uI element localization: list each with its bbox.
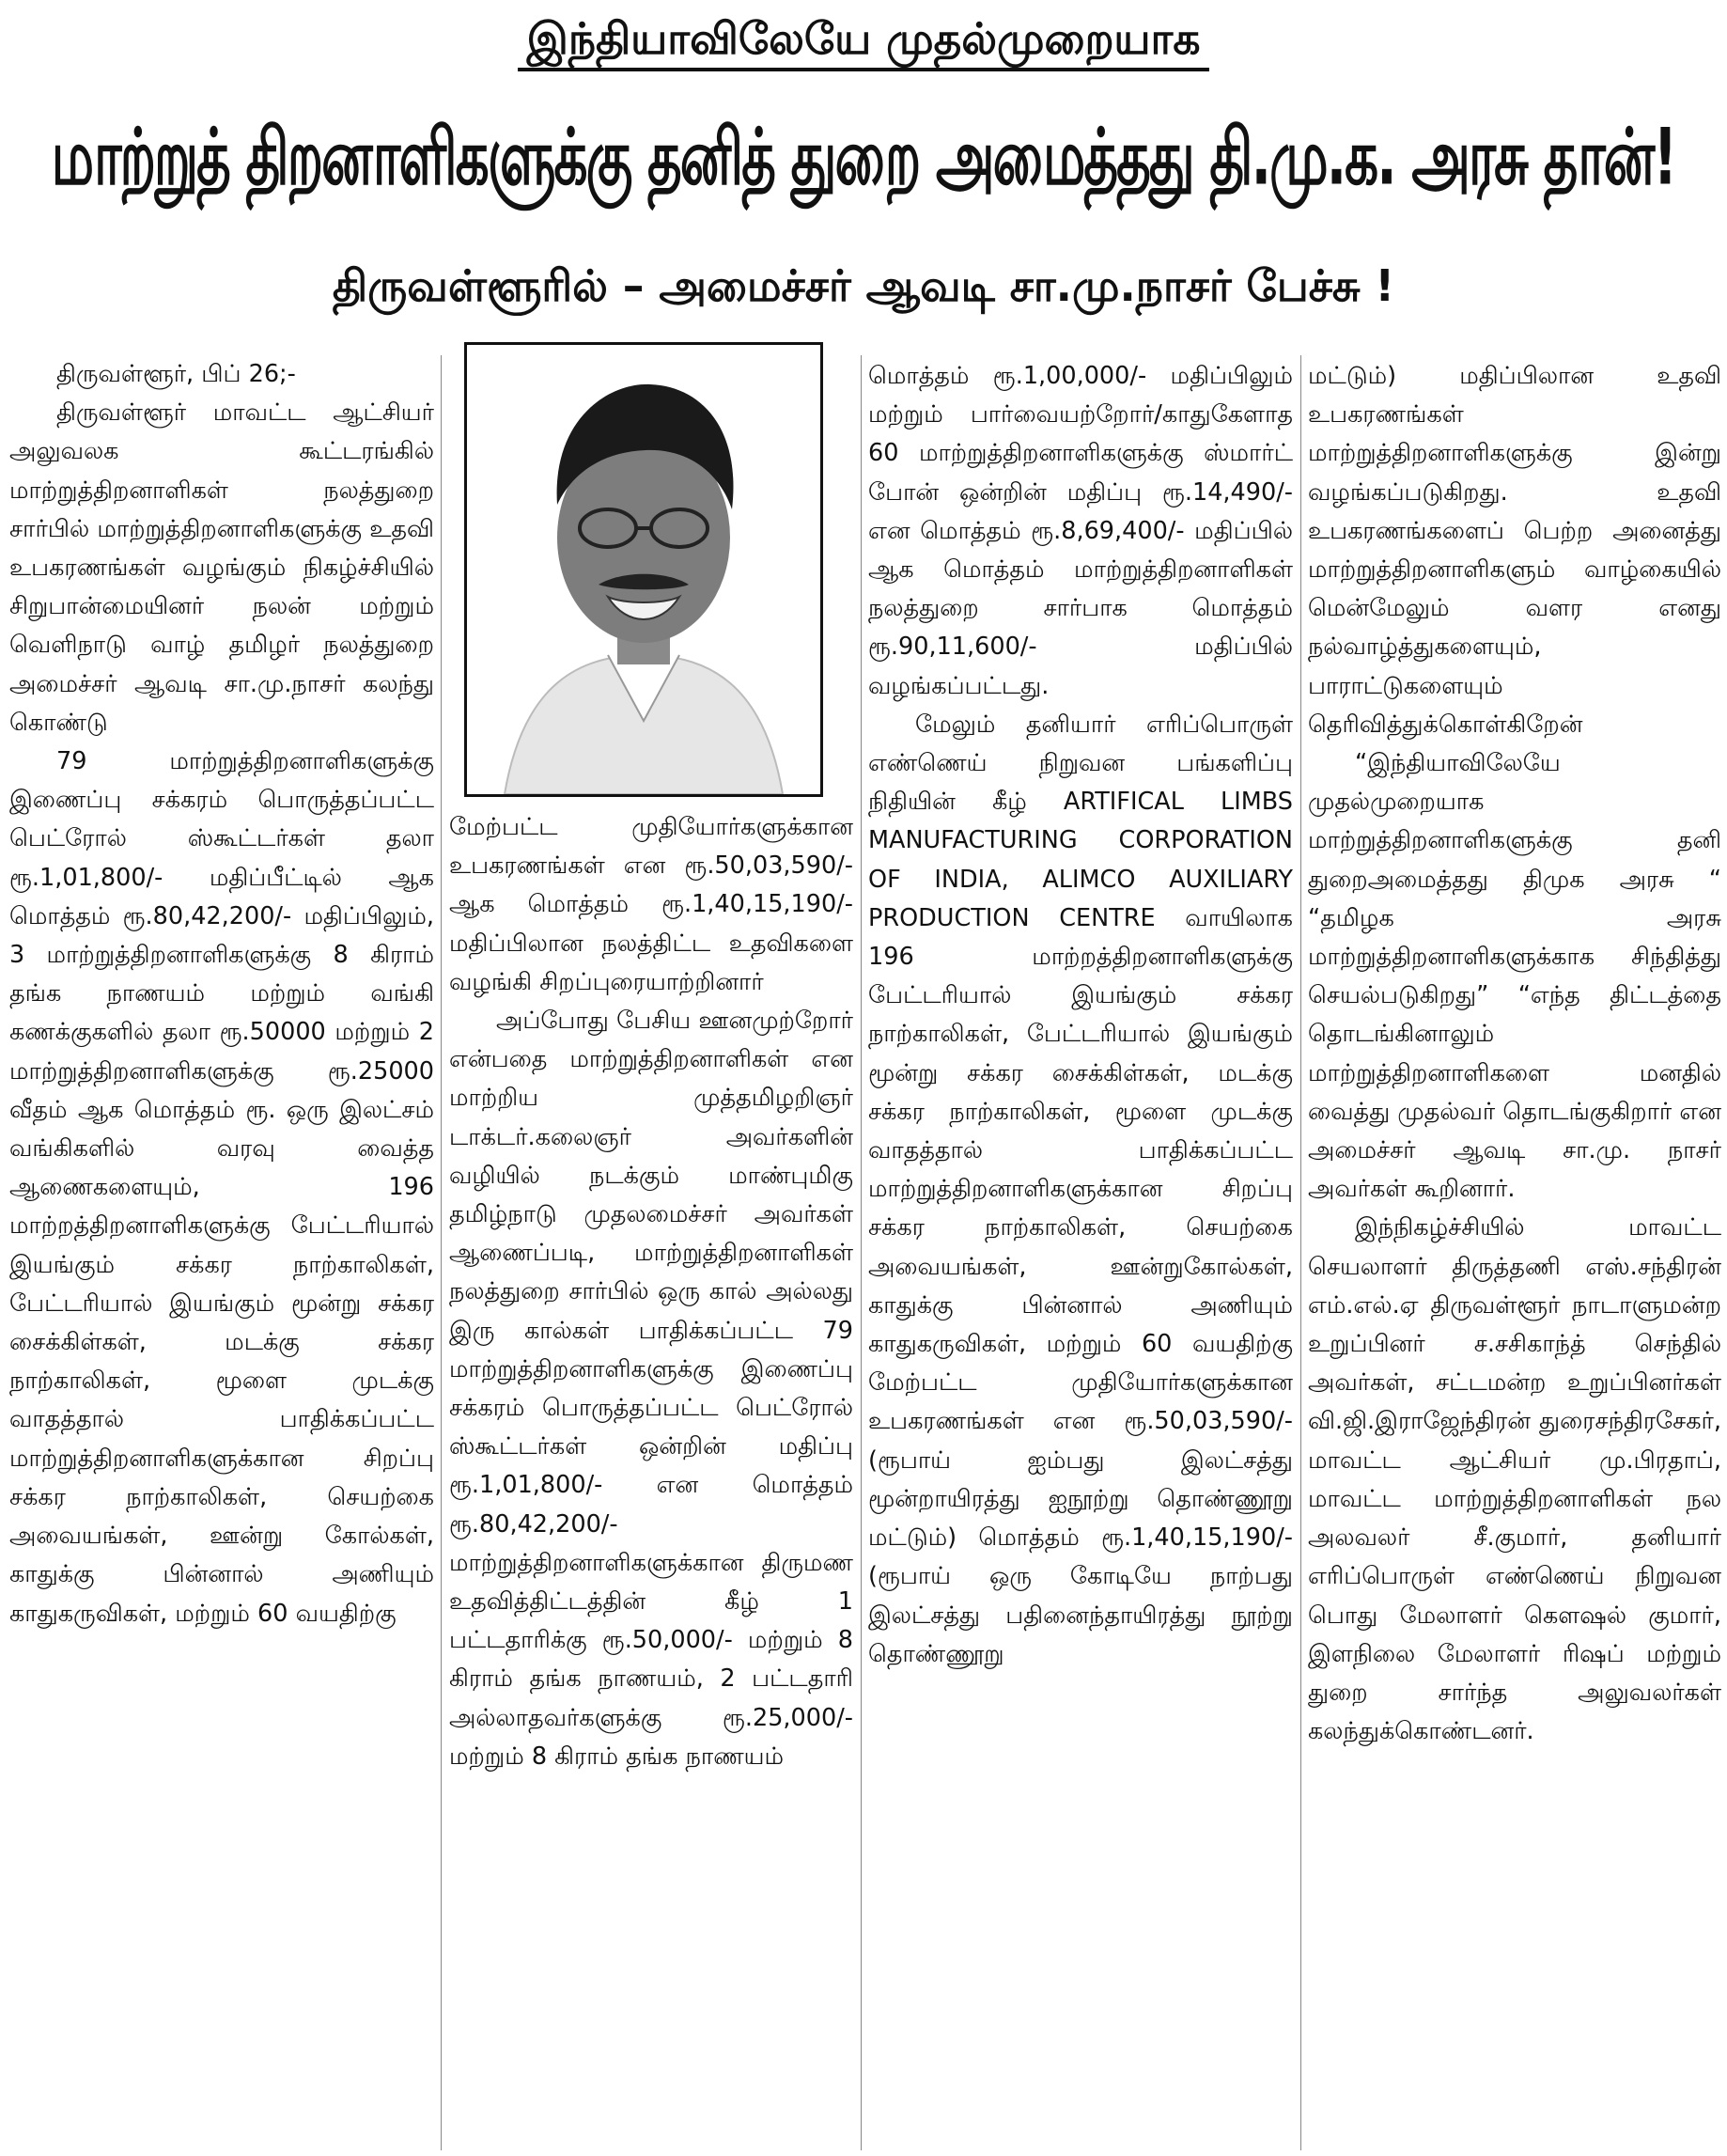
paragraph: 79 மாற்றுத்திறனாளிகளுக்கு இணைப்பு சக்கரம் பொருத்தப்பட்ட பெட்ரோல் ஸ்கூட்டர்கள் தலா ரூ.1,01,800/- மதிப்பீட்டில் ஆக மொத்தம் ரூ.80,42,200/- மதிப்பிலும், 3 மாற்றுத்திறனாளிகளுக்கு 8 கிராம் தங்க நாணயம் மற்றும் வங்கி கணக்குகளில் தலா ரூ.50000 மற்றும் 2 மாற்றுத்திறனாளிகளுக்கு ரூ.25000 வீதம் ஆக மொத்தம் ரூ. ஒரு இலட்சம் வங்கிகளில் வரவு வைத்த ஆணைகளையும், 196 மாற்றத்திறனாளிகளுக்கு பேட்டரியால் இயங்கும் சக்கர நாற்காலிகள், பேட்டரியால் இயங்கும் மூன்று சக்கர சைக்கிள்கள், மடக்கு சக்கர நாற்காலிகள், மூளை முடக்கு வாதத்தால் பாதிக்கப்பட்ட மாற்றுத்திறனாளிகளுக்கான சிறப்பு சக்கர நாற்காலிகள், செயற்கை அவையங்கள், ஊன்று கோல்கள், காதுக்கு பின்னால் அணியும் காதுகருவிகள், மற்றும் 60 வயதிற்கு <box>9 747 434 1628</box>
kicker-heading <box>9 13 1718 70</box>
paragraph: மேலும் தனியார் எரிப்பொருள் எண்ணெய் நிறுவன பங்களிப்பு நிதியின் கீழ் ARTIFICAL LIMBS MANUFACTURING CORPORATION OF INDIA, ALIMCO AUXILIARY PRODUCTION CENTRE வாயிலாக 196 மாற்றத்திறனாளிகளுக்கு பேட்டரியால் இயங்கும் சக்கர நாற்காலிகள், பேட்டரியால் இயங்கும் மூன்று சக்கர சைக்கிள்கள், மடக்கு சக்கர நாற்காலிகள், மூளை முடக்கு வாதத்தால் பாதிக்கப்பட்ட மாற்றுத்திறனாளிகளுக்கான சிறப்பு சக்கர நாற்காலிகள், செயற்கை அவையங்கள், ஊன்றுகோல்கள், காதுக்கு பின்னால் அணியும் காதுகருவிகள், மற்றும் 60 வயதிற்கு மேற்பட்ட முதியோர்களுக்கான உபகரணங்கள் என ரூ.50,03,590/- (ரூபாய் ஐம்பது இலட்சத்து மூன்றாயிரத்து ஐநூற்று தொண்ணூறு மட்டும்) மொத்தம் ரூ.1,40,15,190/- (ரூபாய் ஒரு கோடியே நாற்பது இலட்சத்து பதினைந்தாயிரத்து நூற்று தொண்ணூறு <box>868 710 1293 1668</box>
article-column-4 <box>1308 357 1721 1751</box>
headline: மாற்றுத் திறனாளிகளுக்கு தனித் துறை அமைத்தது தி.மு.க. அரசு தான்! <box>51 113 1676 203</box>
kicker-text: இந்தியாவிலேயே முதல்முறையாக <box>518 13 1210 71</box>
article-column-1 <box>9 355 434 1633</box>
paragraph: அப்போது பேசிய ஊனமுற்றோர் என்பதை மாற்றுத்திறனாளிகள் என மாற்றிய முத்தமிழறிஞர் டாக்டர்.கலைஞர் அவர்களின் வழியில் நடக்கும் மாண்புமிகு தமிழ்நாடு முதலமைச்சர் அவர்கள் ஆணைப்படி, மாற்றுத்திறனாளிகள் நலத்துறை சார்பில் ஒரு கால் அல்லது இரு கால்கள் பாதிக்கப்பட்ட 79 மாற்றுத்திறனாளிகளுக்கு இணைப்பு சக்கரம் பொருத்தப்பட்ட பெட்ரோல் ஸ்கூட்டர்கள் ஒன்றின் மதிப்பு ரூ.1,01,800/- என மொத்தம் ரூ.80,42,200/- மாற்றுத்திறனாளிகளுக்கான திருமண உதவித்திட்டத்தின் கீழ் 1 பட்டதாரிக்கு ரூ.50,000/- மற்றும் 8 கிராம் தங்க நாணயம், 2 பட்டதாரி அல்லாதவர்களுக்கு ரூ.25,000/- மற்றும் 8 கிராம் தங்க நாணயம் <box>449 1007 853 1771</box>
subheadline: திருவள்ளூரில் – அமைச்சர் ஆவடி சா.மு.நாசர் பேச்சு ! <box>332 260 1395 311</box>
column-divider <box>861 355 862 2150</box>
column-divider <box>441 355 442 2150</box>
portrait-image <box>467 345 820 794</box>
paragraph: இந்நிகழ்ச்சியில் மாவட்ட செயலாளர் திருத்தணி எஸ்.சந்திரன் எம்.எல்.ஏ திருவள்ளூர் நாடாளுமன்ற உறுப்பினர் ச.சசிகாந்த் செந்தில் அவர்கள், சட்டமன்ற உறுப்பினர்கள் வி.ஜி.இராஜேந்திரன் துரைசந்திரசேகர், மாவட்ட ஆட்சியர் மு.பிரதாப், மாவட்ட மாற்றுத்திறனாளிகள் நல அலவலர் சீ.குமார், தனியார் எரிப்பொருள் எண்ணெய் நிறுவன பொது மேலாளர் கௌஷல் குமார், இளநிலை மேலாளர் ரிஷப் மற்றும் துறை சார்ந்த அலுவலர்கள் கலந்துக்கொண்டனர். <box>1308 1213 1721 1746</box>
article-column-3 <box>868 357 1293 1674</box>
paragraph: “இந்தியாவிலேயே முதல்முறையாக மாற்றுத்திறனாளிகளுக்கு தனி துறைஅமைத்தது திமுக அரசு “ “தமிழக அரசு மாற்றுத்திறனாளிகளுக்காக சிந்தித்து செயல்படுகிறது” “எந்த திட்டத்தை தொடங்கினாலும் மாற்றுத்திறனாளிகளை மனதில் வைத்து முதல்வர் தொடங்குகிறார் என அமைச்சர் ஆவடி சா.மு. நாசர் அவர்கள் கூறினார். <box>1308 749 1721 1204</box>
column-divider <box>1300 355 1301 2150</box>
minister-photo <box>464 342 823 797</box>
paragraph: மொத்தம் ரூ.1,00,000/- மதிப்பிலும் மற்றும் பார்வையற்றோர்/காதுகேளாத 60 மாற்றுத்திறனாளிகளுக்கு ஸ்மார்ட் போன் ஒன்றின் மதிப்பு ரூ.14,490/- என மொத்தம் ரூ.8,69,400/- மதிப்பில் ஆக மொத்தம் மாற்றுத்திறனாளிகள் நலத்துறை சார்பாக மொத்தம் ரூ.90,11,600/- மதிப்பில் வழங்கப்பட்டது. <box>868 362 1293 700</box>
dateline: திருவள்ளூர், பிப் 26;- <box>56 360 296 388</box>
paragraph: மட்டும்) மதிப்பிலான உதவி உபகரணங்கள் மாற்றுத்திறனாளிகளுக்கு இன்று வழங்கப்படுகிறது. உதவி உபகரணங்களைப் பெற்ற அனைத்து மாற்றுத்திறனாளிகளும் வாழ்கையில் மென்மேலும் வளர எனது நல்வாழ்த்துகளையும், பாராட்டுகளையும் தெரிவித்துக்கொள்கிறேன் <box>1308 362 1721 739</box>
paragraph: மேற்பட்ட முதியோர்களுக்கான உபகரணங்கள் என ரூ.50,03,590/- ஆக மொத்தம் ரூ.1,40,15,190/- மதிப்பிலான நலத்திட்ட உதவிகளை வழங்கி சிறப்புரையாற்றினார் <box>449 813 853 996</box>
article-column-2 <box>449 808 853 1776</box>
paragraph: திருவள்ளூர் மாவட்ட ஆட்சியர் அலுவலக கூட்டரங்கில் மாற்றுத்திறனாளிகள் நலத்துறை சார்பில் மாற்றுத்திறனாளிகளுக்கு உதவி உபகரணங்கள் வழங்கும் நிகழ்ச்சியில் சிறுபான்மையினர் நலன் மற்றும் வெளிநாடு வாழ் தமிழர் நலத்துறை அமைச்சர் ஆவடி சா.மு.நாசர் கலந்து கொண்டு <box>9 398 434 737</box>
